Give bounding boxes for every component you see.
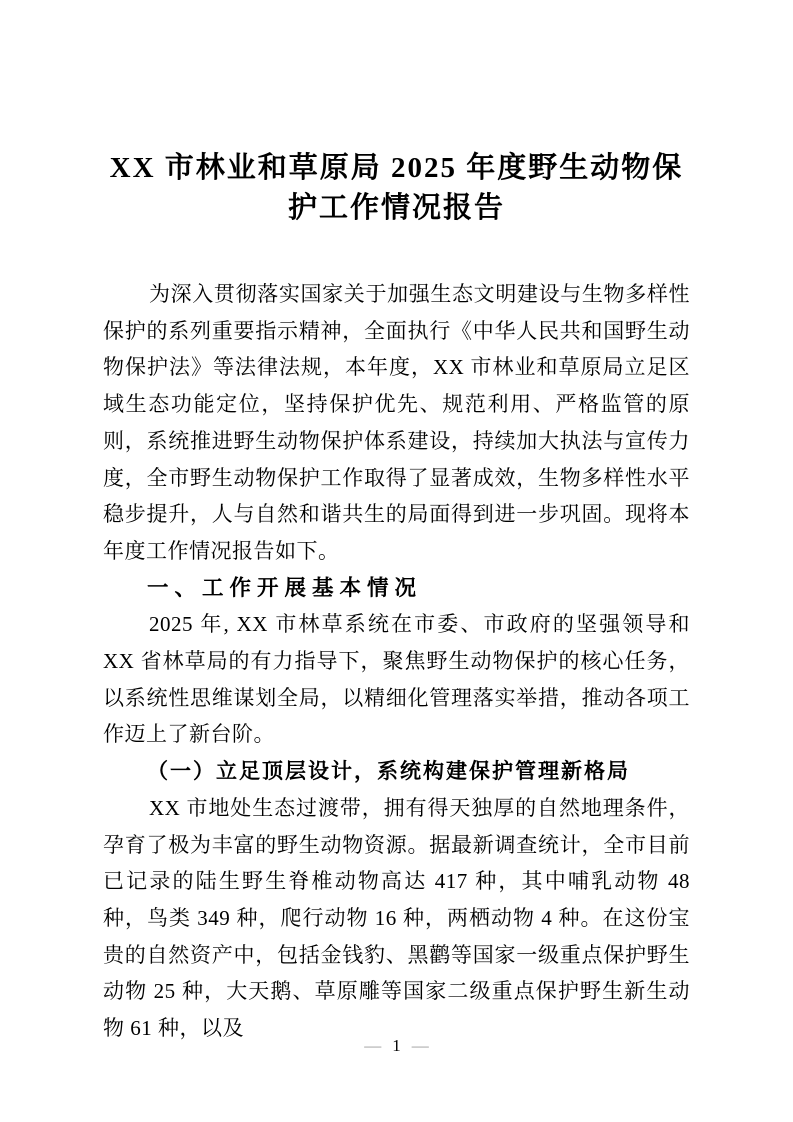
page-number: 1	[392, 1036, 401, 1055]
footer-dash-left: —	[364, 1036, 382, 1055]
section-heading-1: 一、工作开展基本情况	[147, 575, 423, 600]
page-footer	[0, 1036, 793, 1056]
paragraph-wildlife-resources: XX 市地处生态过渡带，拥有得天独厚的自然地理条件，孕育了极为丰富的野生动物资源。据最新调查统计，全市目前已记录的陆生野生脊椎动物高达 417 种，其中哺乳动物 48 种，鸟类 349 种，爬行动物 16 种，两栖动物 4 种。在这份宝贵的自然资产中，包括金钱豹、黑鹳等国家一级重点保护野生动物 25 种，大天鹅、草原雕等国家二级重点保护野生新生动物 61 种，以及	[103, 795, 690, 1041]
paragraph-overview: 2025 年, XX 市林草系统在市委、市政府的坚强领导和 XX 省林草局的有力指导下，聚焦野生动物保护的核心任务，以系统性思维谋划全局，以精细化管理落实举措，推动各项工作迈上了新台阶。	[103, 612, 690, 747]
document-body	[103, 276, 690, 1047]
paragraph-intro: 为深入贯彻落实国家关于加强生态文明建设与生物多样性保护的系列重要指示精神，全面执行《中华人民共和国野生动物保护法》等法律法规，本年度，XX 市林业和草原局立足区域生态功能定位，坚持保护优先、规范利用、严格监管的原则，系统推进野生动物保护体系建设，持续加大执法与宣传力度，全市野生动物保护工作取得了显著成效，生物多样性水平稳步提升，人与自然和谐共生的局面得到进一步巩固。现将本年度工作情况报告如下。	[103, 282, 690, 563]
subsection-heading-1-1: （一）立足顶层设计，系统构建保护管理新格局	[147, 759, 630, 784]
footer-dash-right: —	[411, 1036, 429, 1055]
document-title: XX 市林业和草原局 2025 年度野生动物保护工作情况报告	[109, 152, 684, 224]
document-content	[103, 148, 690, 1047]
